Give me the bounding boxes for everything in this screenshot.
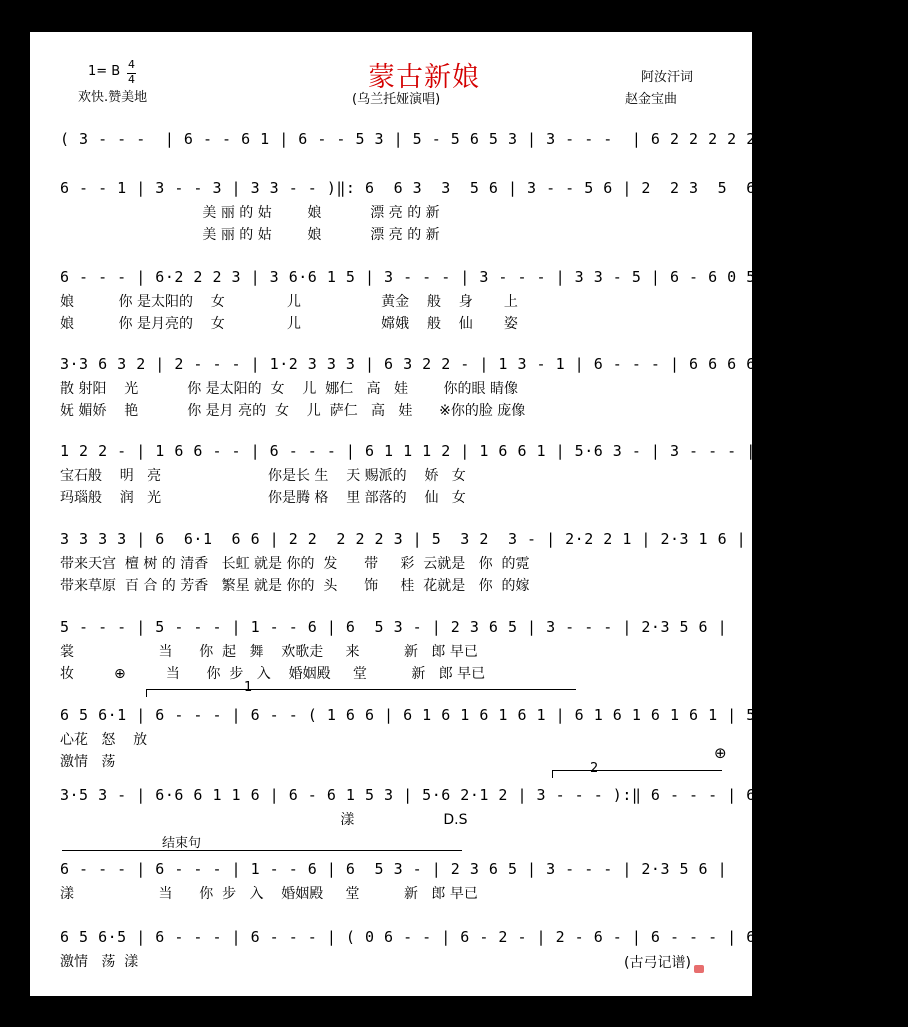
notation-line-5: 1 2 2 - | 1 6 6 - - | 6 - - - | 6 1 1 1 2 | 1 6 6 1 | 5·6 3 - | 3 - - - | [60, 442, 756, 460]
lyric-line-5-1: 宝石般 明 亮 你是长 生 天 赐派的 娇 女 [60, 468, 466, 484]
singer-credit: (乌兰托娅演唱) [352, 92, 441, 107]
lyric-line-3-1: 娘 你 是太阳的 女 儿 黄金 般 身 上 [60, 294, 518, 310]
notation-line-1: ( 3 - - - | 6 - - 6 1 | 6 - - 5 3 | 5 - 5 6 5 3 | 3 - - - | 6 2 2 2 2 2 3 | [60, 130, 794, 148]
volta-1-label: 1 [244, 680, 253, 695]
notation-line-2: 6 - - 1 | 3 - - 3 | 3 3 - - )‖: 6 6 3 3 5 6 | 3 - - 5 6 | 2 2 3 5 6 | [60, 179, 775, 197]
transcriber-stamp: (古弓记谱) [624, 955, 691, 971]
lyric-line-8-2: 激情 荡 [60, 754, 116, 770]
notation-line-7: 5 - - - | 5 - - - | 1 - - 6 | 6 5 3 - | 2 3 6 5 | 3 - - - | 2·3 5 6 | [60, 618, 728, 636]
notation-line-8: 6 5 6·1 | 6 - - - | 6 - - ( 1 6 6 | 6 1 6 1 6 1 6 1 | 6 1 6 1 6 1 6 1 | 5 3 5 6 1 1 2 3 | [60, 706, 908, 724]
ending-label: 结束句 [162, 836, 202, 851]
stamp-seal-icon [694, 965, 704, 973]
lyric-line-4-1: 散 射阳 光 你 是太阳的 女 儿 娜仁 高 娃 你的眼 睛像 [60, 381, 519, 397]
song-title: 蒙古新娘 [368, 62, 480, 93]
lyric-line-8-1: 心花 怒 放 [60, 732, 148, 748]
composer-credit: 赵金宝曲 [625, 92, 678, 107]
ending-bracket [62, 850, 462, 851]
notation-line-4: 3·3 6 3 2 | 2 - - - | 1·2 3 3 3 | 6 3 2 2 - | 1 3 - 1 | 6 - - - | 6 6 6 6 6 | [60, 355, 794, 373]
lyric-line-6-2: 带来草原 百 合 的 芳香 繁星 就是 你的 头 饰 桂 花就是 你 的嫁 [60, 578, 530, 594]
time-signature-bottom: 4 [128, 73, 135, 86]
lyric-line-10-1: 漾 当 你 步 入 婚姻殿 堂 新 郎 早已 [60, 886, 478, 902]
notation-line-11: 6 5 6·5 | 6 - - - | 6 - - - | ( 0 6 - - | 6 - 2 - | 2 - 6 - | 6 - - - | 6 - - 0 )‖ [60, 928, 842, 946]
lyric-line-5-2: 玛瑙般 润 光 你是腾 格 里 部落的 仙 女 [60, 490, 466, 506]
score-sheet [30, 32, 908, 996]
lyric-line-7-1: 裳 当 你 起 舞 欢歌走 来 新 郎 早已 [60, 644, 478, 660]
notation-line-10: 6 - - - | 6 - - - | 1 - - 6 | 6 5 3 - | 2 3 6 5 | 3 - - - | 2·3 5 6 | [60, 860, 728, 878]
key-signature: 1= B [88, 64, 121, 79]
volta-2-label: 2 [590, 761, 599, 776]
lyric-line-6-1: 带来天宫 檀 树 的 清香 长虹 就是 你的 发 带 彩 云就是 你 的霓 [60, 556, 530, 572]
lyric-line-4-2: 妩 媚娇 艳 你 是月 亮的 女 儿 萨仁 高 娃 ※你的脸 庞像 [60, 403, 526, 419]
tempo-marking: 欢快.赞美地 [78, 90, 148, 105]
notation-line-6: 3 3 3 3 | 6 6·1 6 6 | 2 2 2 2 2 3 | 5 3 2 3 - | 2·2 2 1 | 2·3 1 6 | [60, 530, 747, 548]
lyricist-credit: 阿汝汗词 [641, 70, 694, 85]
lyric-line-11-1: 激情 荡 漾 [60, 954, 139, 970]
lyric-line-2-1: 美 丽 的 姑 娘 漂 亮 的 新 [60, 205, 440, 221]
volta-tick-2 [552, 770, 553, 778]
notation-line-3: 6 - - - | 6·2 2 2 3 | 3 6·6 1 5 | 3 - - - | 3 - - - | 3 3 - 5 | 6 - 6 0 5 | [60, 268, 775, 286]
lyric-line-3-2: 娘 你 是月亮的 女 儿 嫦娥 般 仙 姿 [60, 316, 518, 332]
time-signature-top: 4 [128, 58, 135, 71]
volta-bracket-2 [552, 770, 722, 771]
lyric-line-2-2: 美 丽 的 姑 娘 漂 亮 的 新 [60, 227, 440, 243]
volta-tick-1 [146, 689, 147, 697]
notation-line-9: 3·5 3 - | 6·6 6 1 1 6 | 6 - 6 1 5 3 | 5·6 2·1 2 | 3 - - - ):‖ 6 - - - | 6 - - - | [60, 786, 832, 804]
coda-icon: ⊕ [714, 744, 727, 762]
volta-bracket-1 [146, 689, 576, 690]
lyric-line-9-1: 漾 D.S [60, 812, 468, 828]
lyric-line-7-2: 妆 ⊕ 当 你 步 入 婚姻殿 堂 新 郎 早已 [60, 666, 486, 682]
